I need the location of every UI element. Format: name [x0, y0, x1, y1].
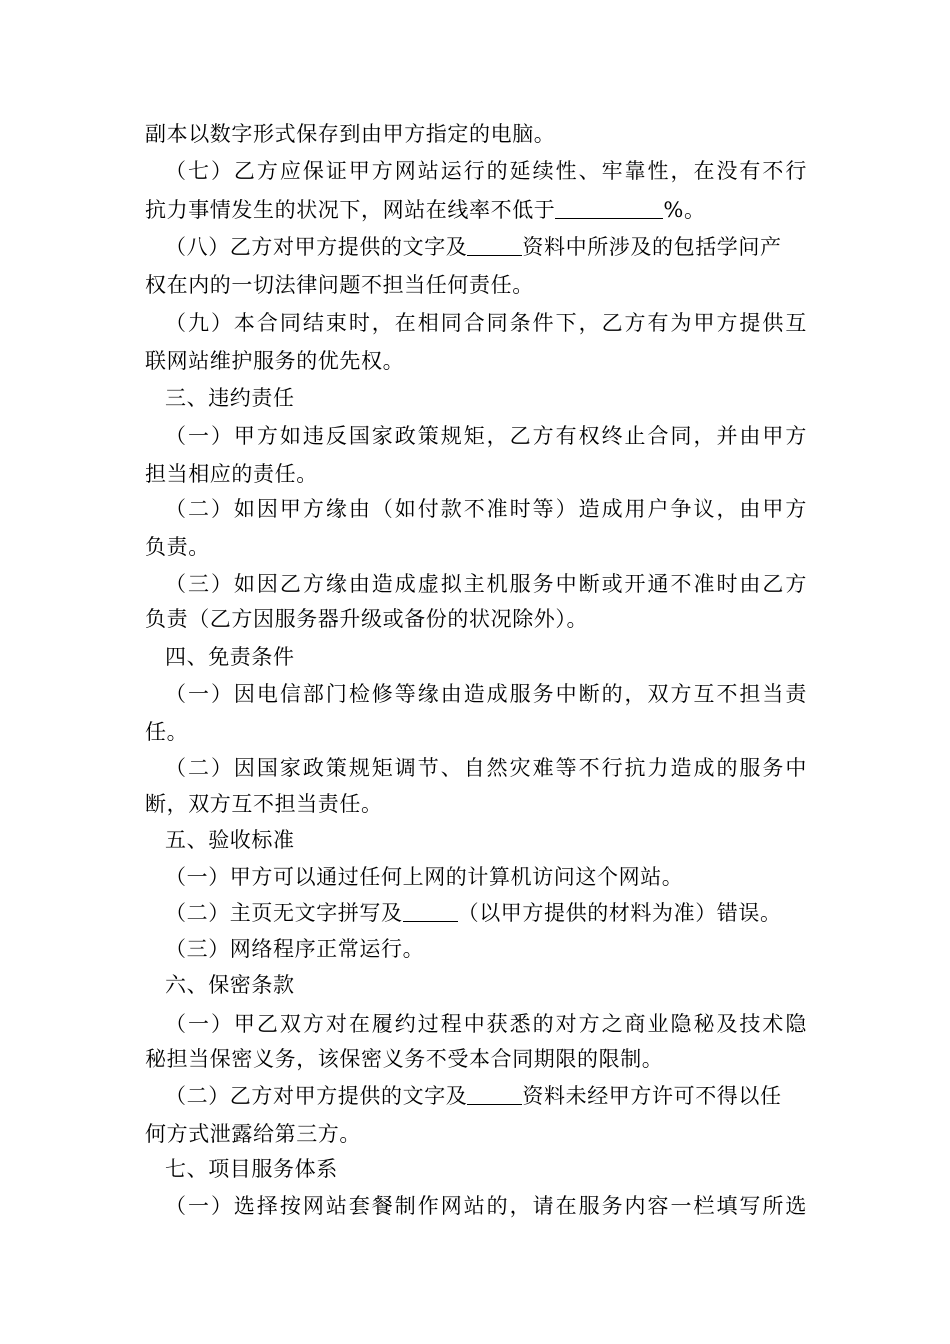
- line-text: 抗力事情发生的状况下，网站在线率不低于: [145, 198, 556, 222]
- paragraph-line: [165, 900, 782, 926]
- line-text: %。: [663, 198, 706, 222]
- paragraph-line: （一）甲方可以通过任何上网的计算机访问这个网站。: [165, 865, 684, 889]
- line-text: 资料中所涉及的包括学问产: [522, 235, 782, 259]
- fill-in-blank: [403, 901, 458, 922]
- paragraph-line: （一）选择按网站套餐制作网站的，请在服务内容一栏填写所选: [165, 1194, 807, 1218]
- paragraph-line: 权在内的一切法律问题不担当任何责任。: [145, 273, 534, 297]
- paragraph-line: （二）因国家政策规矩调节、自然灾难等不行抗力造成的服务中: [165, 756, 807, 780]
- paragraph-line: 断，双方互不担当责任。: [145, 792, 383, 816]
- paragraph-line: [145, 197, 706, 223]
- section-heading: 三、违约责任: [165, 386, 295, 410]
- paragraph-line: 秘担当保密义务，该保密义务不受本合同期限的限制。: [145, 1047, 664, 1071]
- section-heading: 六、保密条款: [165, 973, 295, 997]
- section-heading: 四、免责条件: [165, 645, 295, 669]
- paragraph-line: （三）如因乙方缘由造成虚拟主机服务中断或开通不准时由乙方: [165, 572, 807, 596]
- fill-in-blank: [555, 198, 663, 219]
- paragraph-line: 任。: [145, 720, 189, 744]
- line-text: （二）主页无文字拼写及: [165, 901, 403, 925]
- paragraph-line: （九）本合同结束时，在相同合同条件下，乙方有为甲方提供互: [165, 311, 807, 335]
- paragraph-line: （一）甲乙双方对在履约过程中获悉的对方之商业隐秘及技术隐: [165, 1012, 807, 1036]
- paragraph-line: 负责（乙方因服务器升级或备份的状况除外）。: [145, 607, 589, 631]
- line-text: （以甲方提供的材料为准）错误。: [457, 901, 782, 925]
- paragraph-line: [165, 1083, 782, 1109]
- line-text: （八）乙方对甲方提供的文字及: [165, 235, 468, 259]
- paragraph-line: （一）甲方如违反国家政策规矩，乙方有权终止合同，并由甲方: [165, 424, 807, 448]
- paragraph-line: 副本以数字形式保存到由甲方指定的电脑。: [145, 122, 556, 146]
- paragraph-line: 何方式泄露给第三方。: [145, 1122, 361, 1146]
- paragraph-line: （二）如因甲方缘由（如付款不准时等）造成用户争议，由甲方: [165, 497, 807, 521]
- fill-in-blank: [467, 235, 522, 256]
- paragraph-line: （七）乙方应保证甲方网站运行的延续性、牢靠性，在没有不行: [165, 159, 807, 183]
- line-text: 资料未经甲方许可不得以任: [522, 1084, 782, 1108]
- fill-in-blank: [467, 1084, 522, 1105]
- paragraph-line: （三）网络程序正常运行。: [165, 937, 425, 961]
- paragraph-line: [165, 234, 782, 260]
- section-heading: 七、项目服务体系: [165, 1157, 338, 1181]
- paragraph-line: （一）因电信部门检修等缘由造成服务中断的，双方互不担当责: [165, 682, 807, 706]
- paragraph-line: 负责。: [145, 535, 210, 559]
- paragraph-line: 担当相应的责任。: [145, 462, 318, 486]
- section-heading: 五、验收标准: [165, 828, 295, 852]
- line-text: （二）乙方对甲方提供的文字及: [165, 1084, 468, 1108]
- paragraph-line: 联网站维护服务的优先权。: [145, 349, 405, 373]
